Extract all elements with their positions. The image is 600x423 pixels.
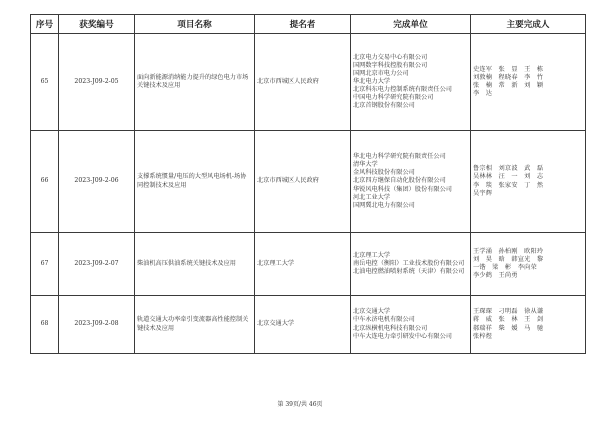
row-project-name: 面向新能源消纳能力提升的绿色电力市场关键技术及应用: [135, 34, 255, 131]
people-line: 王琛琛 刁明磊 徐从谦: [473, 308, 544, 316]
people-line: 鲁宗相 刘京波 武 磊: [473, 165, 544, 173]
unit-line: 华北电力大学: [353, 77, 391, 85]
unit-line: 华锐风电科技（集团）股份有限公司: [353, 185, 452, 193]
row-nominator: 北京市西城区人民政府: [255, 34, 351, 131]
unit-line: 国网数字科技控股有限公司: [353, 61, 428, 69]
row-seq: 66: [31, 131, 59, 233]
people-line: 蒋 威 张 林 王 剑: [473, 316, 544, 324]
unit-line: 华北电力科学研究院有限责任公司: [353, 153, 446, 161]
unit-line: 北京首钢股份有限公司: [353, 102, 415, 110]
people-line: 张梓煜: [473, 332, 493, 340]
unit-line: 中车大连电力牵引研发中心有限公司: [353, 332, 452, 340]
table-row: [31, 233, 586, 296]
row-nominator: 北京交通大学: [255, 296, 351, 354]
people-line: 刘 昊 晗 韩宣光 黎: [473, 255, 544, 263]
unit-line: 北京交通大学: [353, 308, 391, 316]
people-line: 吴宇辉: [473, 189, 493, 197]
row-seq: 67: [31, 233, 59, 296]
unit-line: 南岳电控（衡阳）工业技术股份有限公司: [353, 259, 465, 267]
unit-line: 河北工业大学: [353, 193, 391, 201]
row-award-code: 2023-J09-2-06: [59, 131, 135, 233]
row-project-name: 支撑系统惯量/电压的大型风电场机-场协同控制技术及应用: [135, 131, 255, 233]
header-people: 主要完成人: [471, 15, 586, 34]
row-nominator: 北京市西城区人民政府: [255, 131, 351, 233]
people-line: 郝瑞祥 柴 媛 马 驰: [473, 324, 544, 332]
row-seq: 68: [31, 296, 59, 354]
row-units: [351, 233, 471, 296]
page-number: 第 39页/共 46页: [277, 401, 323, 408]
people-line: 吴林林 汪 一 刘 志: [473, 173, 544, 181]
people-line: 李少鹤 王尚勇: [473, 272, 518, 280]
people-line: 张 楠 常 新 刘 颖: [473, 82, 544, 89]
table-header-row: [31, 15, 586, 34]
row-nominator: 北京理工大学: [255, 233, 351, 296]
unit-line: 中国电力科学研究院有限公司: [353, 94, 434, 102]
table-row: [31, 131, 586, 233]
table-row: [31, 34, 586, 131]
people-line: 史连军 张 显 王 栋: [473, 65, 544, 73]
unit-line: 北京科东电力控制系统有限责任公司: [353, 86, 452, 94]
row-project-name: 轨道交通大功率牵引变流器高性能控制关键技术及应用: [135, 296, 255, 354]
row-people: [471, 296, 586, 354]
header-seq: 序号: [31, 15, 59, 34]
unit-line: 北京电力交易中心有限公司: [353, 53, 428, 61]
row-award-code: 2023-J09-2-05: [59, 34, 135, 131]
unit-line: 国网冀北电力有限公司: [353, 201, 415, 209]
unit-line: 国网北京市电力公司: [353, 69, 409, 77]
table-row: [31, 296, 586, 354]
row-units: [351, 296, 471, 354]
people-line: 王学涌 孙柏刚 欧阳玲: [473, 247, 544, 255]
people-line: 一锴 梁 彬 李向荣: [473, 264, 537, 271]
unit-line: 北油电控燃油喷射系统（天津）有限公司: [353, 268, 465, 276]
row-award-code: 2023-J09-2-08: [59, 296, 135, 354]
row-seq: 65: [31, 34, 59, 131]
header-nominator: 提名者: [255, 15, 351, 34]
header-code: 获奖编号: [59, 15, 135, 34]
people-line: 李 琰 张家安 丁 然: [473, 181, 544, 189]
row-people: [471, 131, 586, 233]
header-project: 项目名称: [135, 15, 255, 34]
row-project-name: 柴油机高压供油系统关键技术及应用: [135, 233, 255, 296]
people-line: 刘敦楠 程晓春 李 竹: [473, 73, 544, 81]
unit-line: 清华大学: [353, 161, 378, 169]
header-units: 完成单位: [351, 15, 471, 34]
row-people: [471, 34, 586, 131]
award-table: [30, 14, 586, 354]
row-award-code: 2023-J09-2-07: [59, 233, 135, 296]
unit-line: 金风科技股份有限公司: [353, 169, 415, 177]
unit-line: 北京纵横机电科技有限公司: [353, 324, 428, 332]
row-people: [471, 233, 586, 296]
unit-line: 北京四方继保自动化股份有限公司: [353, 177, 446, 185]
row-units: [351, 34, 471, 131]
row-units: [351, 131, 471, 233]
unit-line: 北京理工大学: [353, 251, 391, 259]
people-line: 李 达: [473, 90, 493, 98]
unit-line: 中车永济电机有限公司: [353, 316, 415, 324]
